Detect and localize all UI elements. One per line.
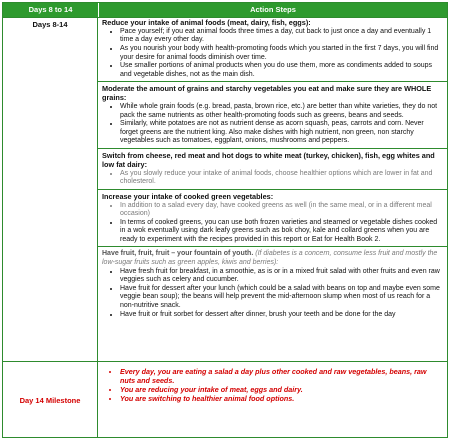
- section-title: Have fruit, fruit, fruit – your fountain of youth.: [102, 250, 254, 258]
- section-title: Switch from cheese, red meat and hot dogs to white meat (turkey, chicken), fish, egg whites and low fat dairy:: [102, 150, 435, 169]
- milestone-item: • Every day, you are eating a salad a day plus other cooked and raw vegetables, beans, raw nuts and seeds.: [120, 367, 443, 385]
- section-note: (If diabetes is a concern, consume less fruit and mostly the low-sugar fruits such as green apples, kiwis and berries):: [102, 250, 438, 267]
- section-cooked-greens: [102, 193, 443, 245]
- milestone-row: [3, 361, 447, 438]
- list-item: • In addition to a salad every day, have cooked greens as well (in the same meal, or in a different meal occasion): [120, 202, 443, 219]
- days-row: [3, 17, 447, 361]
- list-item: • Have fresh fruit for breakfast, in a smoothie, as is or in a mixed fruit salad with other fruits and even raw veggies such as celery and cucumber.: [120, 268, 443, 285]
- days-label: Days 8-14: [3, 18, 98, 361]
- list-item: • Have fruit or fruit sorbet for dessert after dinner, brush your teeth and be done for the day: [120, 311, 443, 320]
- header-action-steps: Action Steps: [250, 5, 296, 14]
- section-title: Moderate the amount of grains and starchy vegetables you eat and make sure they are WHOLE grains:: [102, 84, 432, 103]
- divider: [98, 246, 447, 247]
- milestone-cell: [98, 362, 447, 438]
- section-animal-foods: [102, 19, 443, 79]
- section-grains: [102, 85, 443, 146]
- milestone-item: • You are reducing your intake of meat, eggs and dairy.: [120, 385, 443, 394]
- table-header: [3, 3, 447, 17]
- list-item: • While whole grain foods (e.g. bread, pasta, brown rice, etc.) are better than white varieties, they do not pack the same nutrients as other health-promoting foods such as greens, beans and seeds.: [120, 103, 443, 120]
- list-item: • As you slowly reduce your intake of animal foods, choose healthier options which are lower in fat and cholesterol.: [120, 170, 443, 187]
- list-item: • Pace yourself; if you eat animal foods three times a day, cut back to just once a day and eventually 1 time a day every other day.: [120, 28, 443, 45]
- milestone-label: Day 14 Milestone: [3, 362, 98, 438]
- divider: [98, 189, 447, 190]
- action-steps-cell: [98, 18, 447, 361]
- list-item: • As you nourish your body with health-promoting foods which you started in the first 7 days, you will find your desire for animal foods diminish over time.: [120, 45, 443, 62]
- list-item: • Have fruit for dessert after your lunch (which could be a salad with beans on top and maybe even some veggie bean soup); the beans will help prevent the mid-afternoon slump when most of us reach for a non-nutritive snack.: [120, 285, 443, 311]
- section-fruit: [102, 250, 443, 319]
- action-steps-table: [2, 2, 448, 438]
- divider: [98, 81, 447, 82]
- milestone-item: • You are switching to healthier animal food options.: [120, 394, 443, 403]
- list-item: • In terms of cooked greens, you can use both frozen varieties and steamed or vegetable dishes cooked in a wok eventually using dark leafy greens such as bok choy, kale and collard greens when you are ready to experiment with the recipes provided in this report or Eat for Health Book 2.: [120, 219, 443, 245]
- section-title: Increase your intake of cooked green vegetables:: [102, 191, 274, 201]
- list-item: • Similarly, white potatoes are not as nutrient dense as acorn squash, peas, carrots and corn. Never forget greens are the nutrient king. Also make dishes with high nutrient, non green, non starchy vegetables such as tomatoes, eggplant, onions, mushrooms and peppers.: [120, 120, 443, 146]
- section-title: Reduce your intake of animal foods (meat, dairy, fish, eggs):: [102, 18, 311, 27]
- divider: [98, 148, 447, 149]
- list-item: • Use smaller portions of animal products when you do use them, more as condiments added to soups and vegetable dishes, not as the main dish.: [120, 62, 443, 79]
- header-days: Days 8 to 14: [3, 3, 99, 17]
- section-switch-meats: [102, 152, 443, 187]
